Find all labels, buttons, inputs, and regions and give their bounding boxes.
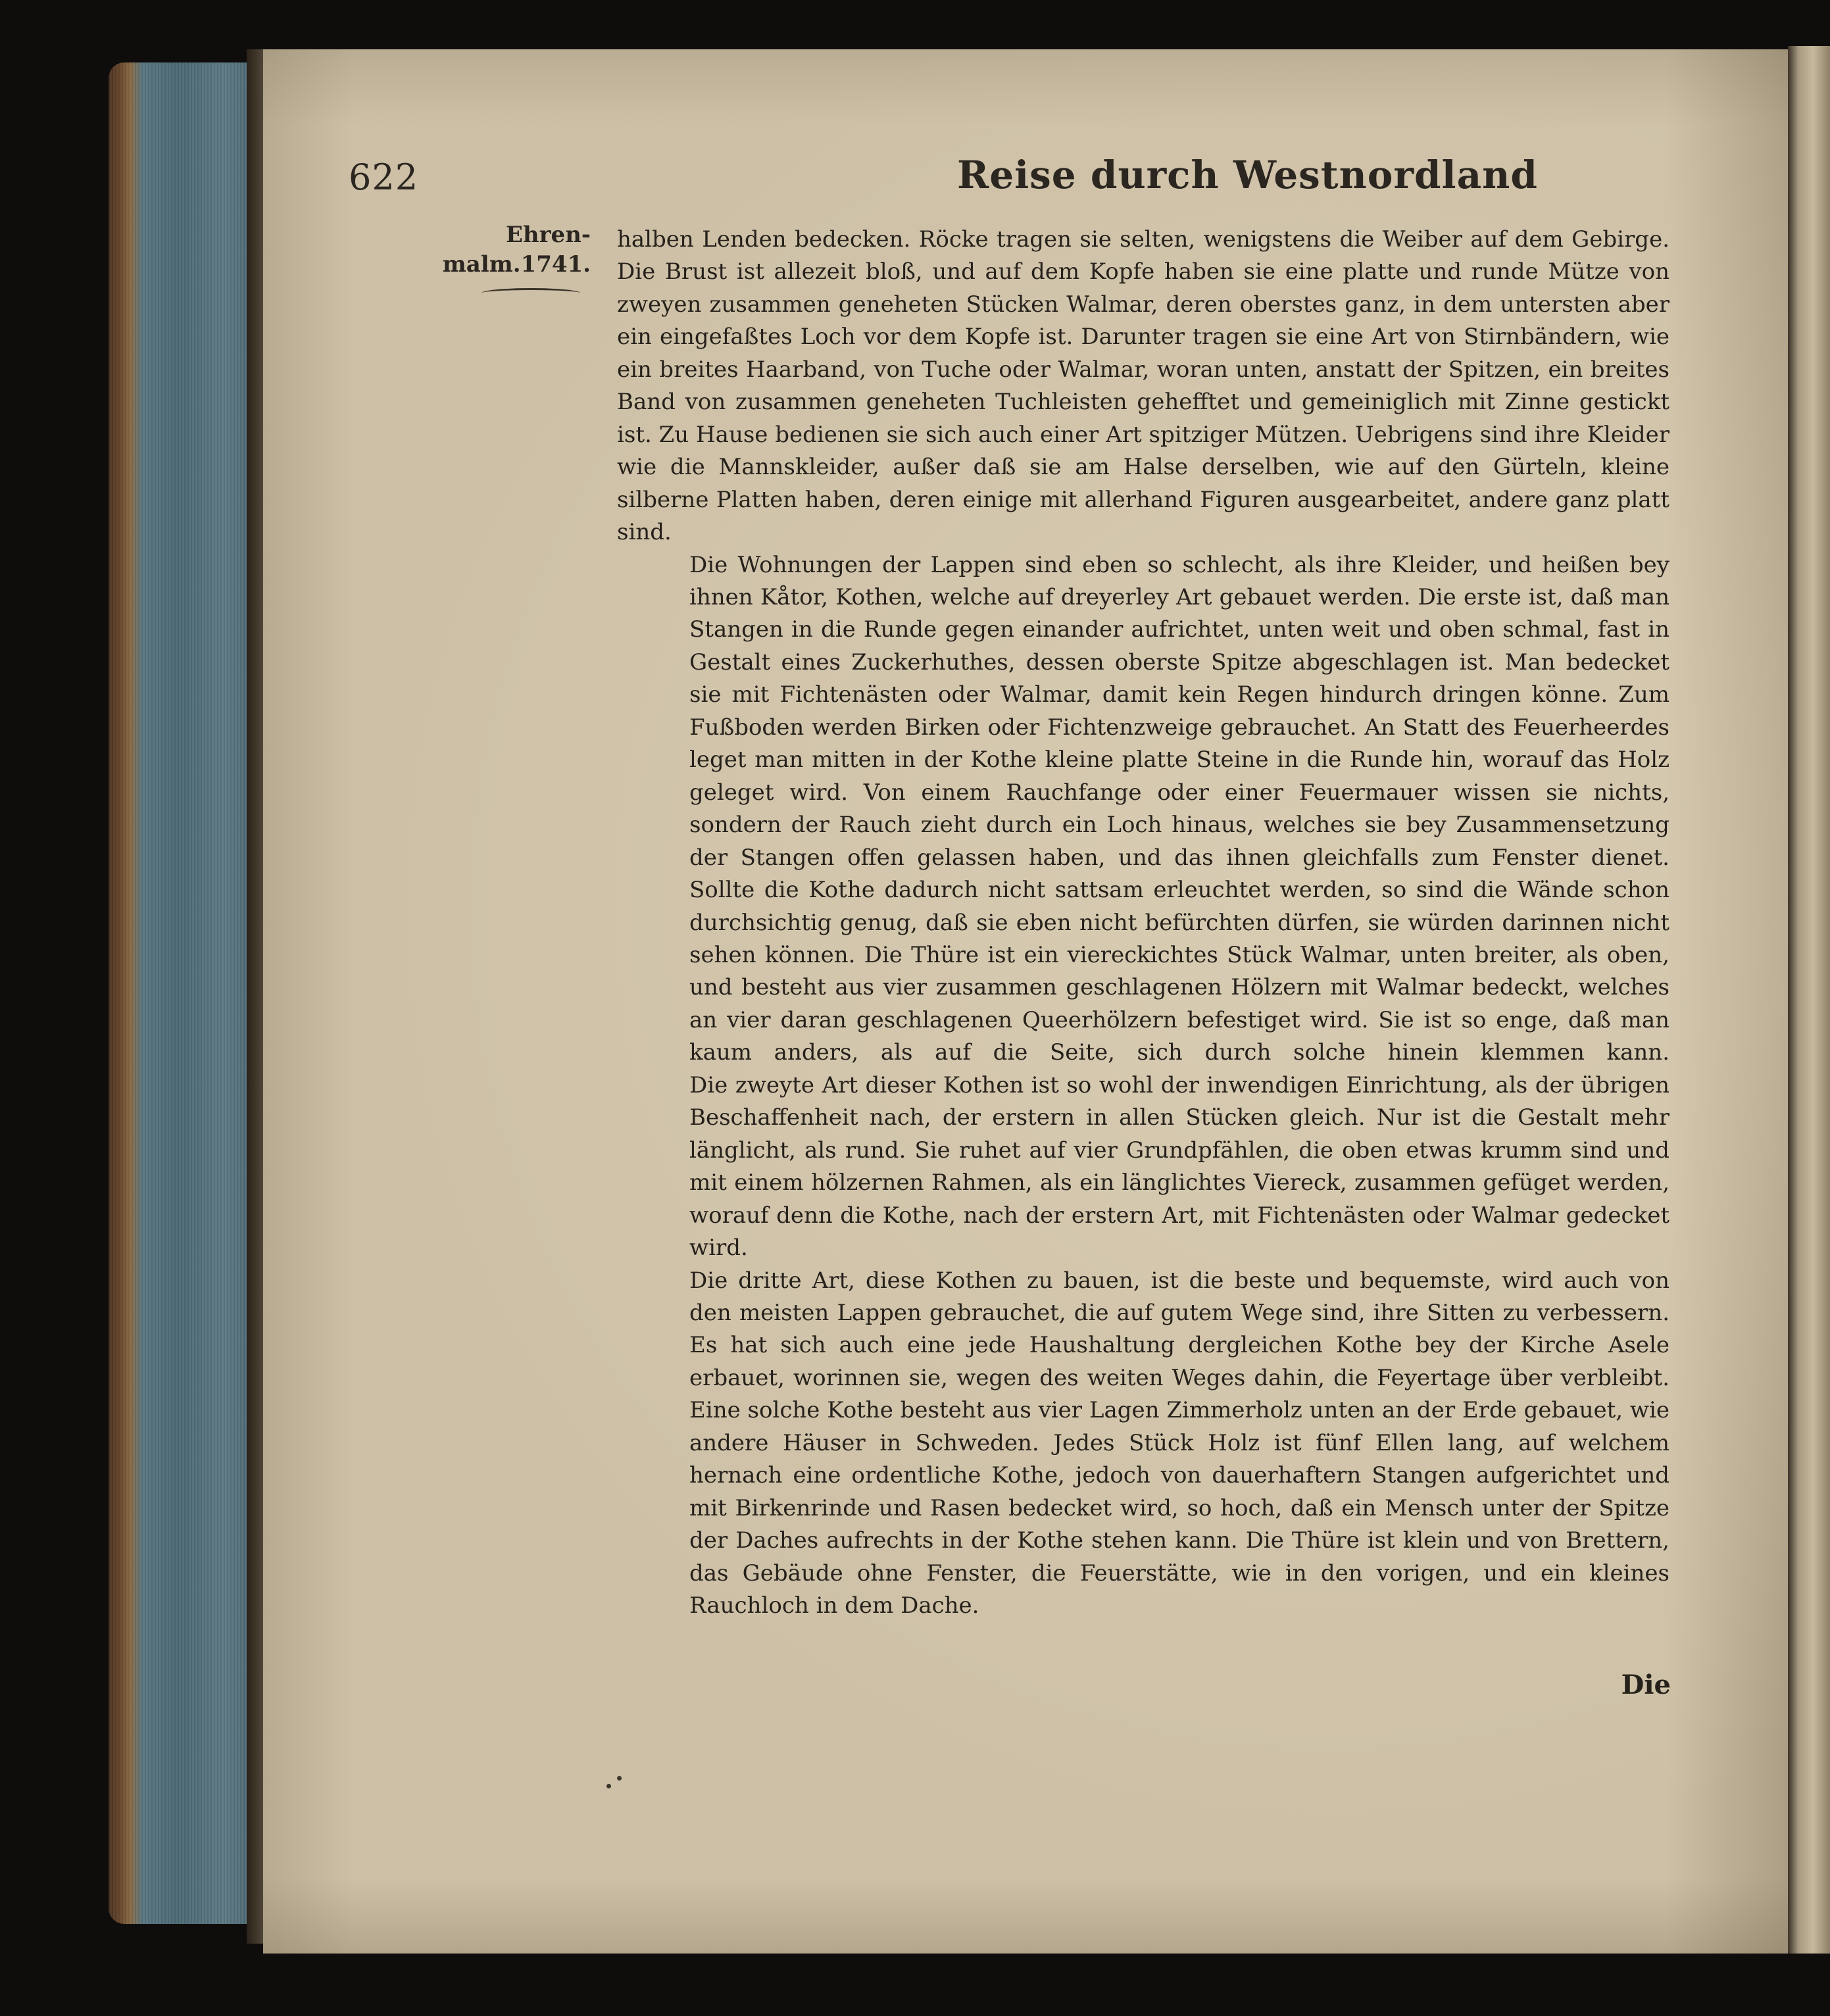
running-head: Reise durch Westnordland [957,153,1538,197]
paragraph: Die Wohnungen der Lappen sind eben so schlecht, als ihre Kleider, und heißen bey ihnen Kåtor, Kothen, welche auf dreyerley Art gebauet werden. Die erste ist, daß man Stangen in die Runde gegen einander aufrichtet, unten weit und oben schmal, fast in Gestalt eines Zuckerhuthes, dessen oberste Spitze abgeschlagen ist. Man bedecket sie mit Fichtenästen oder Walmar, damit kein Regen hindurch dringen könne. Zum Fußboden werden Birken oder Fichtenzweige gebrauchet. An Statt des Feuerheerdes leget man mitten in der Kothe kleine platte Steine in die Runde hin, worauf das Holz geleget wird. Von einem Rauchfange oder einer Feuermauer wissen sie nichts, sondern der Rauch zieht durch ein Loch hinaus, welches sie bey Zusammensetzung der Stangen offen gelassen haben, und das ihnen gleichfalls zum Fenster dienet. Sollte die Kothe dadurch nicht sattsam erleuchtet werden, so sind die Wände schon durchsichtig genug, daß sie eben nicht befürchten dürfen, sie würden darinnen nicht sehen können. Die Thüre ist ein viereckichtes Stück Walmar, unten breiter, als oben, und besteht aus vier zusammen geschlagenen Hölzern mit Walmar bedeckt, welches an vier daran geschlagenen Queerhölzern befestiget wird. Sie ist so enge, daß man kaum anders, als auf die Seite, sich durch solche hinein klemmen kann. [689,551,1669,1066]
margin-note [439,220,591,280]
ink-speck [617,1776,622,1781]
page-number: 622 [349,157,419,198]
body-text [617,224,1669,1622]
margin-note-line: Ehren- [505,222,591,248]
margin-note-line: malm.1741. [442,251,591,278]
facing-page-edge [1788,46,1830,1954]
paragraph: Die zweyte Art dieser Kothen ist so wohl der inwendigen Einrichtung, als der übrigen Beschaffenheit nach, der erstern in allen Stücken gleich. Nur ist die Gestalt mehr länglicht, als rund. Sie ruhet auf vier Grundpfählen, die oben etwas krumm sind und mit einem hölzernen Rahmen, als ein länglichtes Viereck, zusammen gefüget werden, worauf denn die Kothe, nach der erstern Art, mit Fichtenästen oder Walmar gedecket wird. [689,1071,1669,1262]
catchword: Die [1621,1669,1671,1700]
margin-note-rule [482,288,580,298]
ink-speck [606,1784,611,1788]
paragraph: Die dritte Art, diese Kothen zu bauen, ist die beste und bequemste, wird auch von den meisten Lappen gebrauchet, die auf gutem Wege sind, ihre Sitten zu verbessern. Es hat sich auch eine jede Haushaltung dergleichen Kothe bey der Kirche Asele erbauet, worinnen sie, wegen des weiten Weges dahin, die Feyertage über verbleibt. Eine solche Kothe besteht aus vier Lagen Zimmerholz unten an der Erde gebauet, wie andere Häuser in Schweden. Jedes Stück Holz ist fünf Ellen lang, auf welchem hernach eine ordentliche Kothe, jedoch von dauerhaftern Stangen aufgerichtet und mit Birkenrinde und Rasen bedecket wird, so hoch, daß ein Mensch unter der Spitze der Daches aufrechts in der Kothe stehen kann. Die Thüre ist klein und von Brettern, das Gebäude ohne Fenster, die Feuerstätte, wie in den vorigen, und ein kleines Rauchloch in dem Dache. [689,1267,1669,1619]
paragraph: halben Lenden bedecken. Röcke tragen sie selten, wenigstens die Weiber auf dem Gebirge. Die Brust ist allezeit bloß, und auf dem Kopfe haben sie eine platte und runde Mütze von zweyen zusammen geneheten Stücken Walmar, deren oberstes ganz, in dem untersten aber ein eingefaßtes Loch vor dem Kopfe ist. Darunter tragen sie eine Art von Stirnbändern, wie ein breites Haarband, von Tuche oder Walmar, woran unten, anstatt der Spitzen, ein breites Band von zusammen geneheten Tuchleisten gehefftet und gemeiniglich mit Zinne gestickt ist. Zu Hause bedienen sie sich auch einer Art spitziger Mützen. Uebrigens sind ihre Kleider wie die Mannskleider, außer daß sie am Halse derselben, wie auf den Gürteln, kleine silberne Platten haben, deren einige mit allerhand Figuren ausgearbeitet, andere ganz platt sind. [617,226,1669,546]
book-fore-edge [109,62,263,1924]
